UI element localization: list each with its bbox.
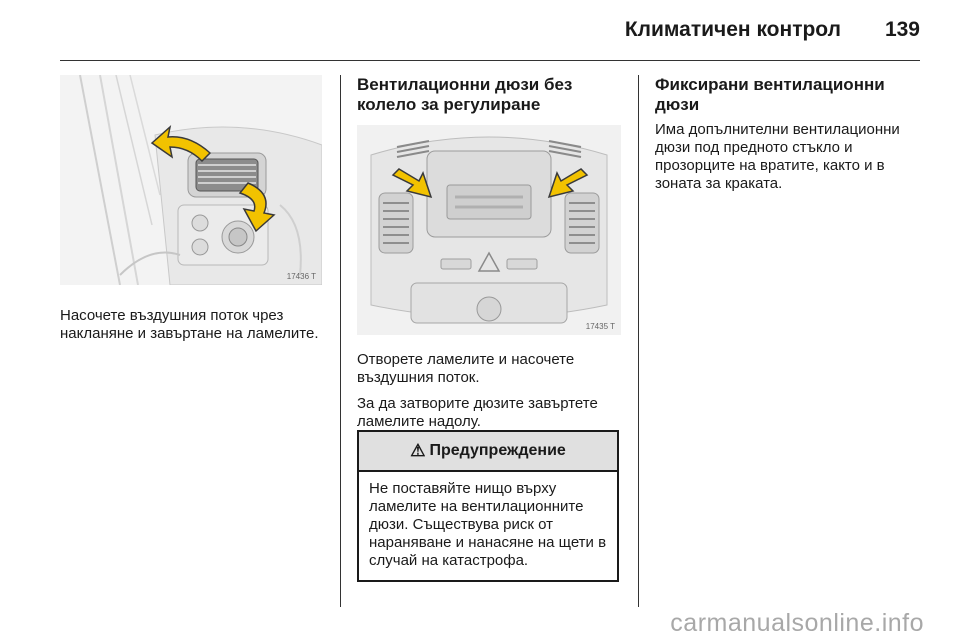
warning-text: Не поставяйте нищо върху ламелите на вентилационните дюзи. Съществува риск от нараняване и нанасяне на щети в случай на катастрофа.	[369, 480, 607, 569]
warning-title: Предупреждение	[429, 442, 566, 459]
center-vents-illustration	[357, 125, 621, 335]
warning-header	[359, 432, 617, 472]
figure-code: 17435 T	[585, 322, 615, 331]
center-vents-paragraph-2: За да затворите дюзите завъртете ламелите надолу.	[357, 395, 598, 430]
center-vents-paragraph-1: Отворете ламелите и насочете въздушния поток.	[357, 351, 575, 386]
page-header	[60, 18, 920, 48]
column-3	[655, 75, 925, 193]
column-divider-left	[340, 75, 341, 607]
warning-triangle-icon: ⚠	[410, 441, 426, 460]
page-number: 139	[884, 18, 920, 41]
section-title: Климатичен контрол	[624, 18, 841, 41]
fixed-vents-paragraph: Има допълнителни вентилационни дюзи под предното стъкло и прозорците на вратите, както и в зоната за краката.	[655, 121, 900, 192]
warning-box	[357, 430, 619, 582]
side-vent-caption: Насочете въздушния поток чрез накланяне и завъртане на ламелите.	[60, 307, 319, 342]
column-divider-right	[638, 75, 639, 607]
column-1	[60, 75, 322, 343]
fixed-vents-heading: Фиксирани вентилационни дюзи	[655, 75, 885, 114]
header-rule	[60, 60, 920, 61]
side-vent-illustration	[60, 75, 322, 285]
figure-center-vents	[357, 125, 621, 335]
figure-side-vent	[60, 75, 322, 285]
center-vents-heading: Вентилационни дюзи без колело за регулиране	[357, 75, 573, 114]
figure-code: 17436 T	[286, 272, 316, 281]
watermark: carmanualsonline.info	[670, 609, 924, 637]
column-2	[357, 75, 621, 569]
